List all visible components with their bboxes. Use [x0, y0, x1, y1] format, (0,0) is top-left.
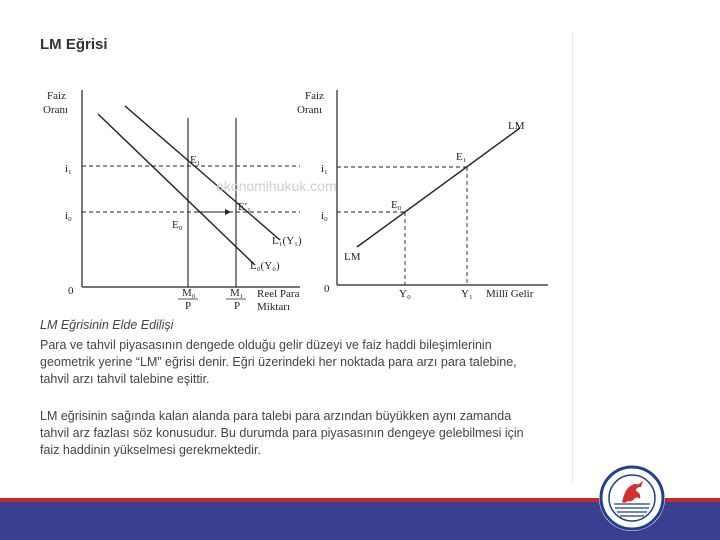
curve-l1-label: L₁(Y₁) [272, 235, 302, 247]
left-y-label-2: Oranı [43, 104, 69, 116]
right-y1-label: Y₁ [461, 288, 473, 300]
right-graph [297, 90, 548, 300]
right-e0-label: E₀ [391, 199, 402, 211]
left-origin-label: 0 [68, 285, 74, 297]
svg-text:P: P [185, 300, 192, 312]
paragraph-2: LM eğrisinin sağında kalan alanda para talebi para arzından büyükken aynı zamanda tahvil arz fazlası söz konusudur. Bu durumda para piyasasının dengeye gelebilmesi için faiz haddinin yükselmesi gerekmektedir. [40, 409, 524, 457]
curve-l1 [125, 106, 280, 240]
left-graph [43, 90, 302, 313]
watermark: ekonomihukuk.com [216, 178, 337, 194]
right-origin-label: 0 [324, 283, 330, 295]
left-e0-label: E₀ [172, 219, 183, 231]
left-x-label-1: Reel Para [257, 288, 300, 300]
svg-text:P: P [234, 300, 241, 312]
right-y0-label: Y₀ [399, 288, 411, 300]
m0-fraction [178, 287, 198, 312]
left-e1p-label: E′₁ [238, 201, 251, 213]
svg-text:M₀: M₀ [182, 287, 196, 299]
curve-l0-label: L₀(Y₀) [250, 260, 280, 272]
university-seal-logo-icon [598, 464, 666, 532]
section-subheading: LM Eğrisinin Elde Edilişi [40, 318, 174, 332]
slide-title: LM Eğrisi [40, 36, 108, 53]
left-i1-label: i₁ [65, 163, 72, 175]
paragraph-1: Para ve tahvil piyasasının dengede olduğu gelir düzeyi ve faiz haddi bileşimlerinin geometrik yerine “LM” eğrisi denir. Eğri üzerindeki her noktada para arzı para talebine, tahvil arzı tahvil talebine eşittir. [40, 338, 517, 386]
left-e1-label: E₁ [190, 154, 201, 166]
lm-top-label: LM [508, 120, 525, 132]
svg-text:M₁: M₁ [230, 287, 244, 299]
left-i0-label: i₀ [65, 210, 72, 222]
lm-curve [357, 128, 520, 247]
left-y-label-1: Faiz [47, 90, 66, 102]
right-i1-label: i₁ [321, 163, 328, 175]
m1-fraction [226, 287, 246, 312]
lm-bottom-label: LM [344, 251, 361, 263]
right-y-label-2: Oranı [297, 104, 323, 116]
left-x-label-2: Miktarı [257, 301, 290, 313]
right-x-label: Millî Gelir [486, 288, 534, 300]
right-y-label-1: Faiz [305, 90, 324, 102]
right-i0-label: i₀ [321, 210, 328, 222]
right-e1-label: E₁ [456, 151, 467, 163]
